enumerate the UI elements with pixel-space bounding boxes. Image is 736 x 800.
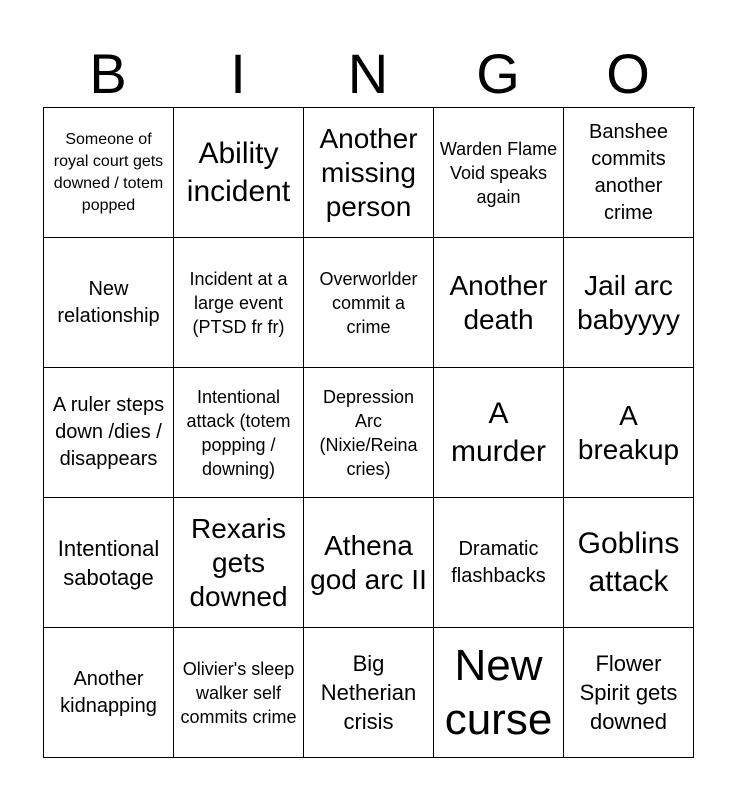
bingo-cell-17[interactable] [174, 498, 304, 628]
bingo-cell-11[interactable] [44, 368, 174, 498]
bingo-cell-24[interactable] [434, 628, 564, 758]
cell-text: Rexaris gets downed [189, 512, 288, 612]
cell-text: Warden Flame Void speaks again [439, 138, 558, 207]
cell-text: Ability incident [186, 136, 291, 208]
bingo-cell-14[interactable] [434, 368, 564, 498]
cell-text: A breakup [577, 399, 680, 465]
bingo-grid [43, 107, 695, 758]
bingo-cell-22[interactable] [174, 628, 304, 758]
cell-text: Jail arc babyyyy [577, 269, 680, 335]
bingo-cell-7[interactable] [174, 238, 304, 368]
bingo-cell-16[interactable] [44, 498, 174, 628]
cell-text: A murder [450, 396, 547, 468]
cell-text: New relationship [57, 277, 160, 327]
header-letter-b: B [89, 42, 127, 105]
header-letter-g: G [476, 42, 520, 105]
cell-text: A ruler steps down /dies / disappears [52, 394, 165, 470]
cell-text: Flower Spirit gets downed [579, 651, 678, 734]
cell-text: Incident at a large event (PTSD fr fr) [189, 268, 288, 337]
cell-text: Another death [449, 269, 548, 335]
bingo-cell-23[interactable] [304, 628, 434, 758]
bingo-cell-18[interactable] [304, 498, 434, 628]
cell-text: New curse [444, 640, 553, 744]
bingo-cell-1[interactable] [44, 108, 174, 238]
cell-text: Intentional sabotage [57, 535, 160, 590]
cell-text: Someone of royal court gets downed / totem popped [53, 130, 164, 214]
bingo-header [43, 40, 693, 108]
bingo-cell-21[interactable] [44, 628, 174, 758]
header-letter-i: I [230, 42, 246, 105]
bingo-cell-4[interactable] [434, 108, 564, 238]
bingo-cell-8[interactable] [304, 238, 434, 368]
cell-text: Another missing person [319, 122, 418, 222]
bingo-cell-15[interactable] [564, 368, 694, 498]
bingo-cell-10[interactable] [564, 238, 694, 368]
bingo-cell-12[interactable] [174, 368, 304, 498]
bingo-cell-6[interactable] [44, 238, 174, 368]
bingo-cell-25[interactable] [564, 628, 694, 758]
bingo-cell-9[interactable] [434, 238, 564, 368]
bingo-cell-13[interactable] [304, 368, 434, 498]
cell-text: Goblins attack [577, 526, 680, 598]
cell-text: Banshee commits another crime [589, 120, 668, 224]
cell-text: Big Netherian crisis [320, 651, 417, 734]
bingo-cell-20[interactable] [564, 498, 694, 628]
cell-text: Depression Arc (Nixie/Reina cries) [319, 386, 418, 479]
cell-text: Olivier's sleep walker self commits crime [180, 658, 297, 727]
bingo-cell-2[interactable] [174, 108, 304, 238]
header-letter-o: O [606, 42, 650, 105]
cell-text: Intentional attack (totem popping / downing) [186, 386, 291, 479]
cell-text: Overworlder commit a crime [319, 268, 418, 337]
cell-text: Athena god arc II [310, 529, 427, 595]
bingo-cell-5[interactable] [564, 108, 694, 238]
bingo-cell-3[interactable] [304, 108, 434, 238]
cell-text: Another kidnapping [60, 667, 157, 717]
header-letter-n: N [347, 42, 389, 105]
bingo-cell-19[interactable] [434, 498, 564, 628]
cell-text: Dramatic flashbacks [451, 537, 546, 587]
